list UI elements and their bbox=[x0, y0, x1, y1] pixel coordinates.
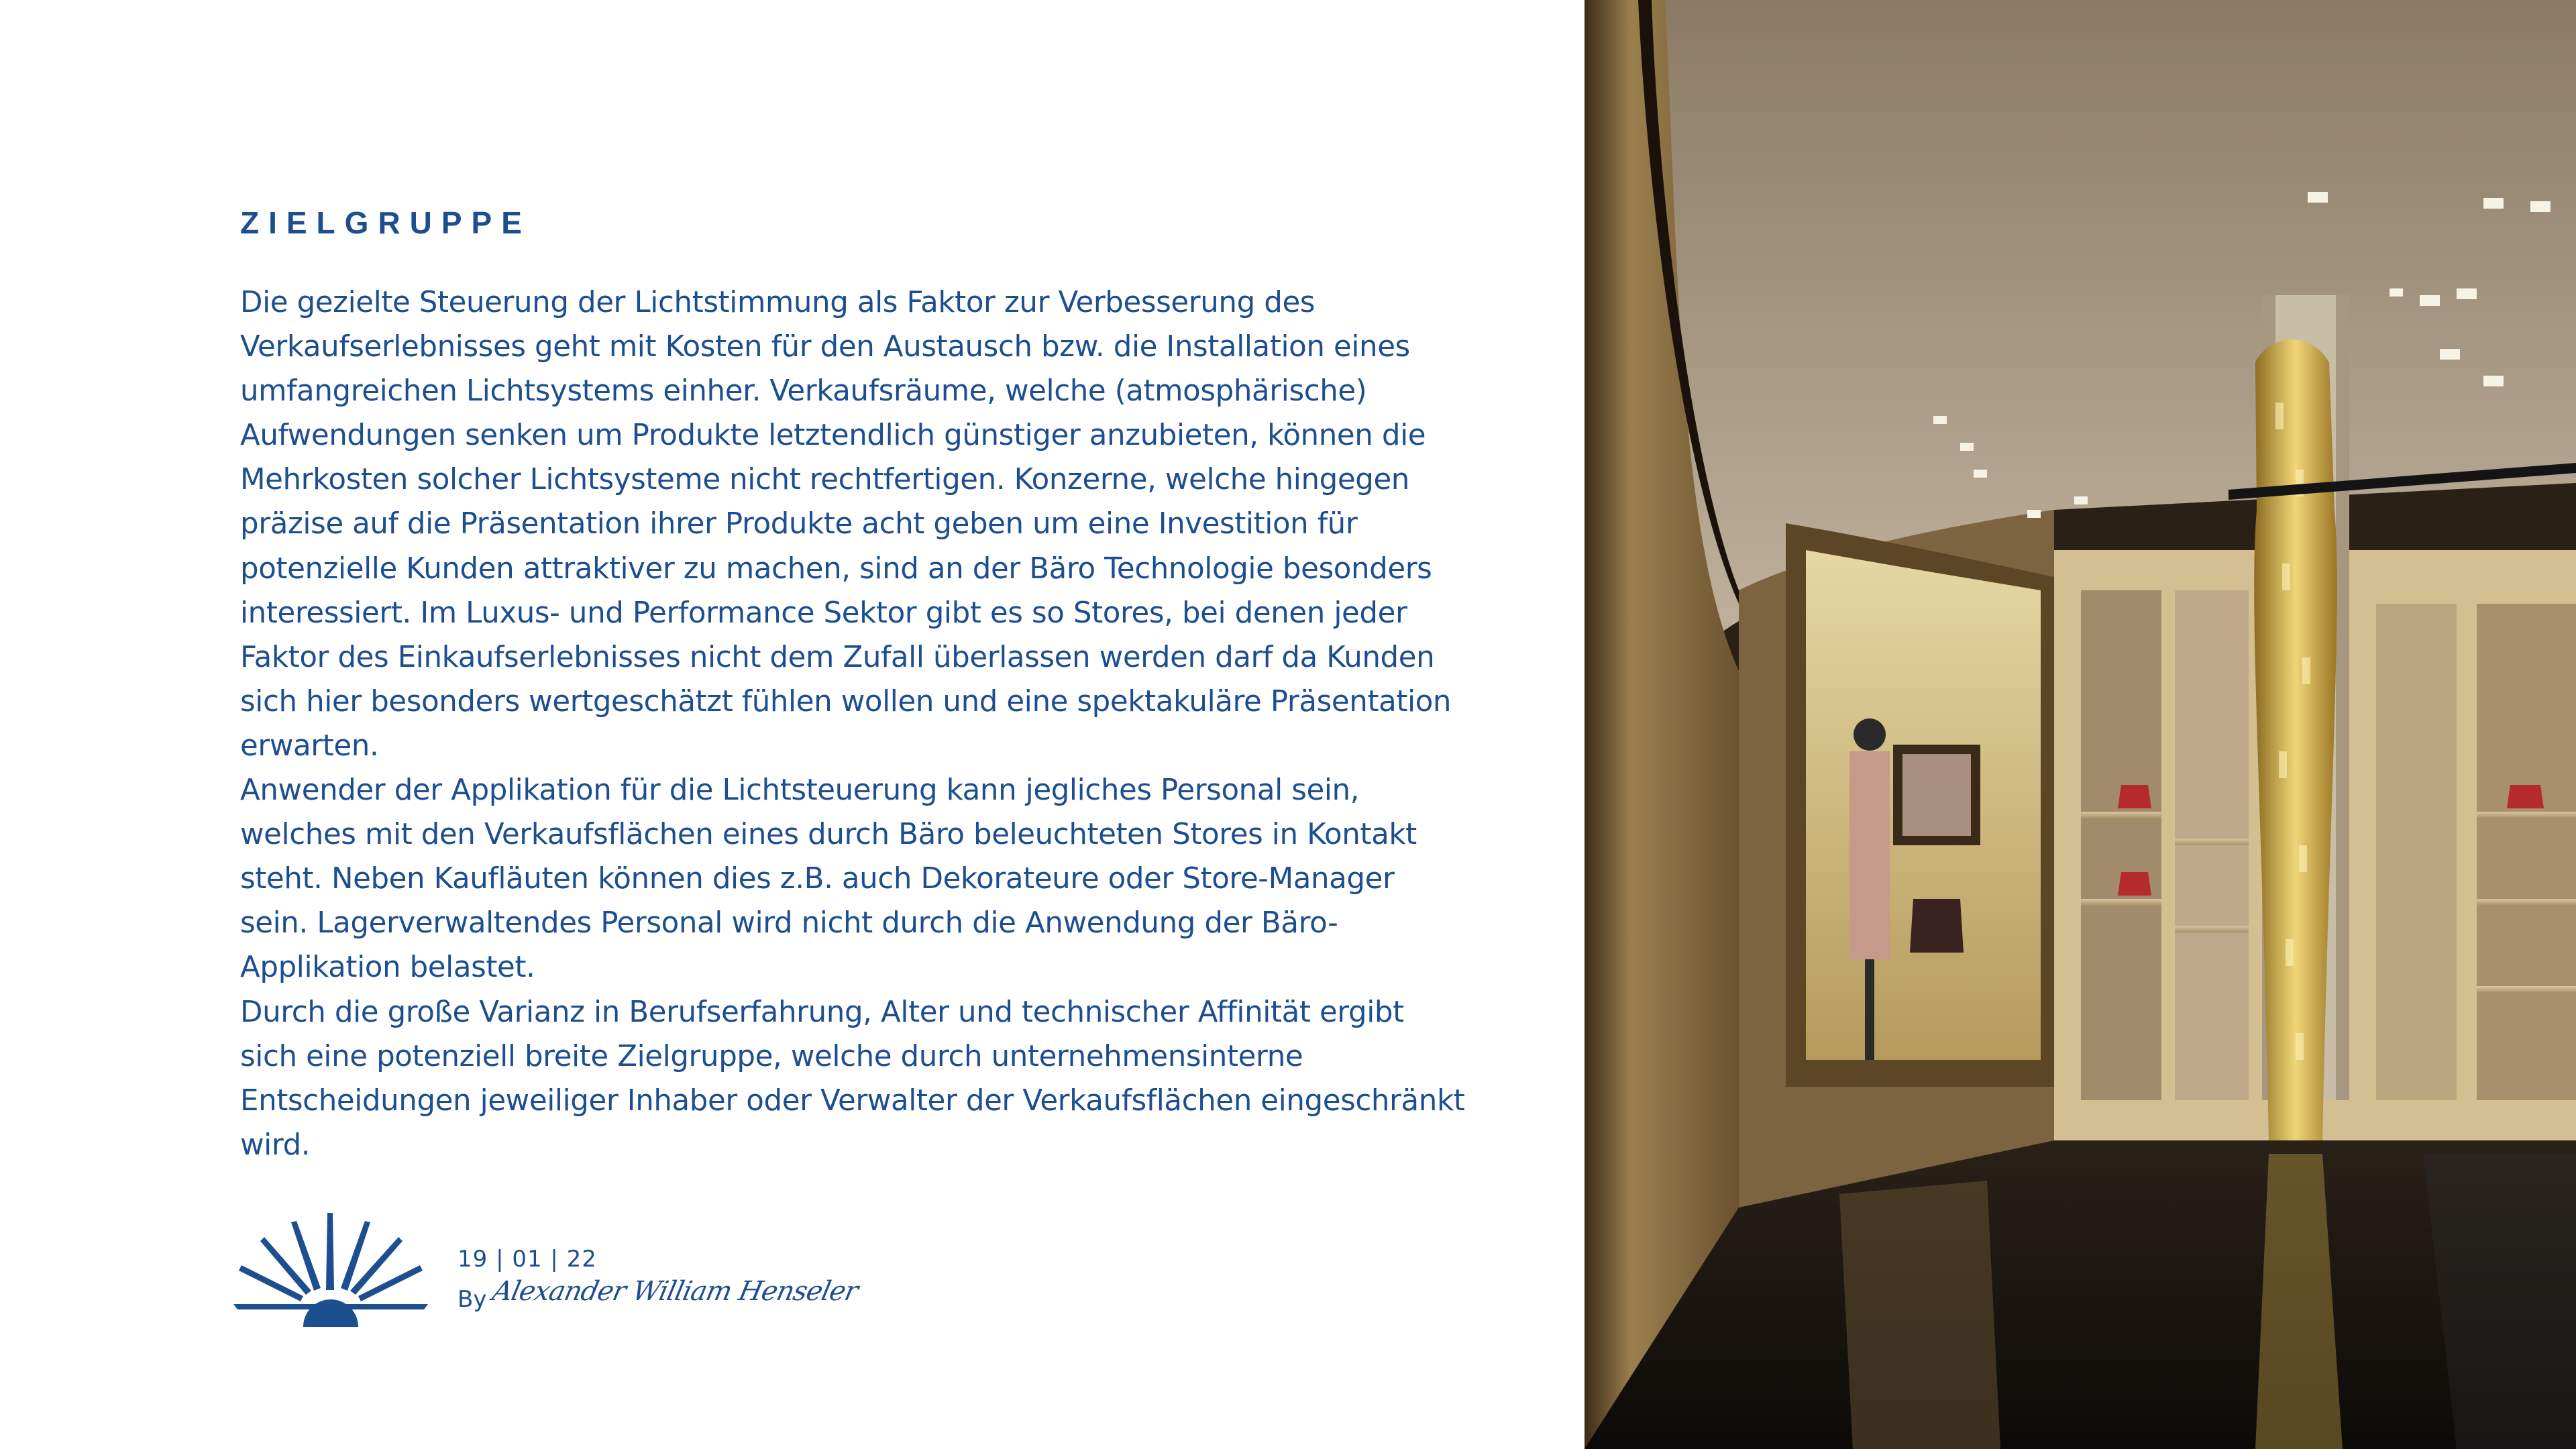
body-line: Anwender der Applikation für die Lichtsteuerung kann jegliches Personal sein, bbox=[240, 773, 1360, 808]
body-line: interessiert. Im Luxus- und Performance Sektor gibt es so Stores, bei denen jeder bbox=[240, 596, 1407, 630]
sunrise-logo-icon bbox=[233, 1213, 428, 1327]
body-line: erwarten. bbox=[240, 729, 379, 763]
body-line: Entscheidungen jeweiliger Inhaber oder Verwalter der Verkaufsflächen eingeschränkt bbox=[240, 1083, 1465, 1118]
body-line: Applikation belastet. bbox=[240, 951, 535, 985]
body-line: Durch die große Varianz in Berufserfahrung, Alter und technischer Affinität ergibt bbox=[240, 995, 1404, 1029]
body-line: potenzielle Kunden attraktiver zu machen, sind an der Bäro Technologie besonders bbox=[240, 551, 1432, 586]
body-line: sich hier besonders wertgeschätzt fühlen wollen und eine spektakuläre Präsentation bbox=[240, 684, 1452, 718]
body-line: sein. Lagerverwaltendes Personal wird nicht durch die Anwendung der Bäro- bbox=[240, 906, 1338, 941]
body-line: Mehrkosten solcher Lichtsysteme nicht rechtfertigen. Konzerne, welche hingegen bbox=[240, 463, 1409, 497]
body-line: Verkaufserlebnisses geht mit Kosten für den Austausch bzw. die Installation eines bbox=[240, 330, 1410, 364]
body-line: präzise auf die Präsentation ihrer Produkte acht geben um eine Investition für bbox=[240, 507, 1358, 541]
body-text bbox=[240, 280, 1488, 1167]
body-line: sich eine potenziell breite Zielgruppe, welche durch unternehmensinterne bbox=[240, 1039, 1303, 1073]
store-interior-photo bbox=[1585, 0, 2576, 1449]
footer-date: 19 | 01 | 22 bbox=[458, 1246, 597, 1273]
section-heading: ZIELGRUPPE bbox=[240, 205, 531, 240]
body-line: umfangreichen Lichtsystems einher. Verkaufsräume, welche (atmosphärische) bbox=[240, 374, 1367, 409]
body-line: Aufwendungen senken um Produkte letztendlich günstiger anzubieten, können die bbox=[240, 419, 1426, 453]
author-signature: Alexander William Henseler bbox=[490, 1276, 861, 1307]
body-line: Die gezielte Steuerung der Lichtstimmung als Faktor zur Verbesserung des bbox=[240, 286, 1316, 319]
body-line: Faktor des Einkaufserlebnisses nicht dem Zufall überlassen werden darf da Kunden bbox=[240, 640, 1435, 674]
body-line: steht. Neben Kaufläuten können dies z.B. auch Dekorateure oder Store-Manager bbox=[240, 862, 1395, 896]
body-line: wird. bbox=[240, 1128, 311, 1162]
body-line: welches mit den Verkaufsflächen eines durch Bäro beleuchteten Stores in Kontakt bbox=[240, 818, 1417, 852]
footer-by-label: By bbox=[458, 1286, 487, 1313]
